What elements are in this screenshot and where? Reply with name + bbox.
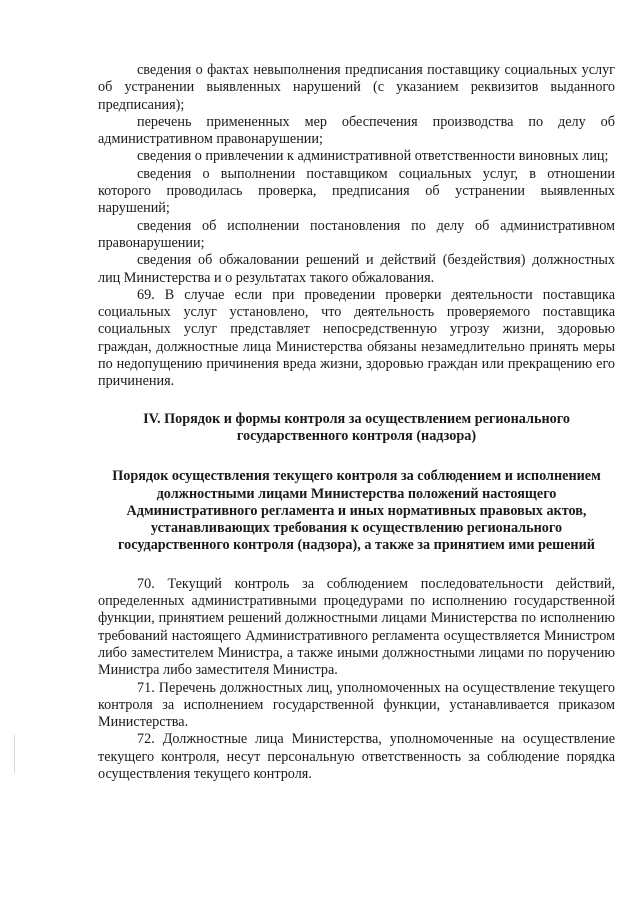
scan-margin-mark <box>14 735 15 773</box>
section-heading: IV. Порядок и формы контроля за осуществлением регионального государственного контроля (надзора) <box>143 410 570 444</box>
document-page <box>98 62 615 783</box>
list-item-execution: сведения о выполнении поставщиком социальных услуг, в отношении которого проводилась проверка, предписания об устранении выявленных нарушений; <box>98 165 615 217</box>
paragraph-70: 70. Текущий контроль за соблюдением последовательности действий, определенных административными процедурами по исполнению государственной функции, принятием решений должностными лицами Министерства по исполнению требований настоящего Административного регламента осуществляется Министром либо заместителем Министра, а также иными должностными лицами по поручению Министра либо заместителя Министра. <box>98 575 615 679</box>
paragraph-71: 71. Перечень должностных лиц, уполномоченных на осуществление текущего контроля за исполнением государственной функции, устанавливается приказом Министерства. <box>98 679 615 731</box>
list-item-measures: перечень примененных мер обеспечения производства по делу об административном правонарушении; <box>98 113 615 148</box>
list-item-resolution: сведения об исполнении постановления по делу об административном правонарушении; <box>98 217 615 251</box>
subsection-heading: Порядок осуществления текущего контроля за соблюдением и исполнением должностными лицами Министерства положений настоящего Административного регламента и иных нормативных правовых актов, устанавливающих требования к осуществлению регионального государственного контроля (надзора), а также за принятием ими решений <box>112 468 601 554</box>
paragraph-69: 69. В случае если при проведении проверки деятельности поставщика социальных услуг установлено, что деятельность проверяемого поставщика социальных услуг представляет непосредственную угрозу жизни, здоровью граждан, должностные лица Министерства обязаны незамедлительно принять меры по недопущению причинения вреда жизни, здоровью граждан или прекращению его причинения. <box>98 286 615 390</box>
list-item-appeal: сведения об обжаловании решений и действий (бездействия) должностных лиц Министерства и о результатах такого обжалования. <box>98 252 615 286</box>
list-item-liability: сведения о привлечении к административной ответственности виновных лиц; <box>137 148 609 165</box>
paragraph-72: 72. Должностные лица Министерства, уполномоченные на осуществление текущего контроля, несут персональную ответственность за соблюдение порядка осуществления текущего контроля. <box>98 731 615 782</box>
list-item-violation-facts: сведения о фактах невыполнения предписания поставщику социальных услуг об устранении выявленных нарушений (с указанием реквизитов выданного предписания); <box>98 62 615 113</box>
